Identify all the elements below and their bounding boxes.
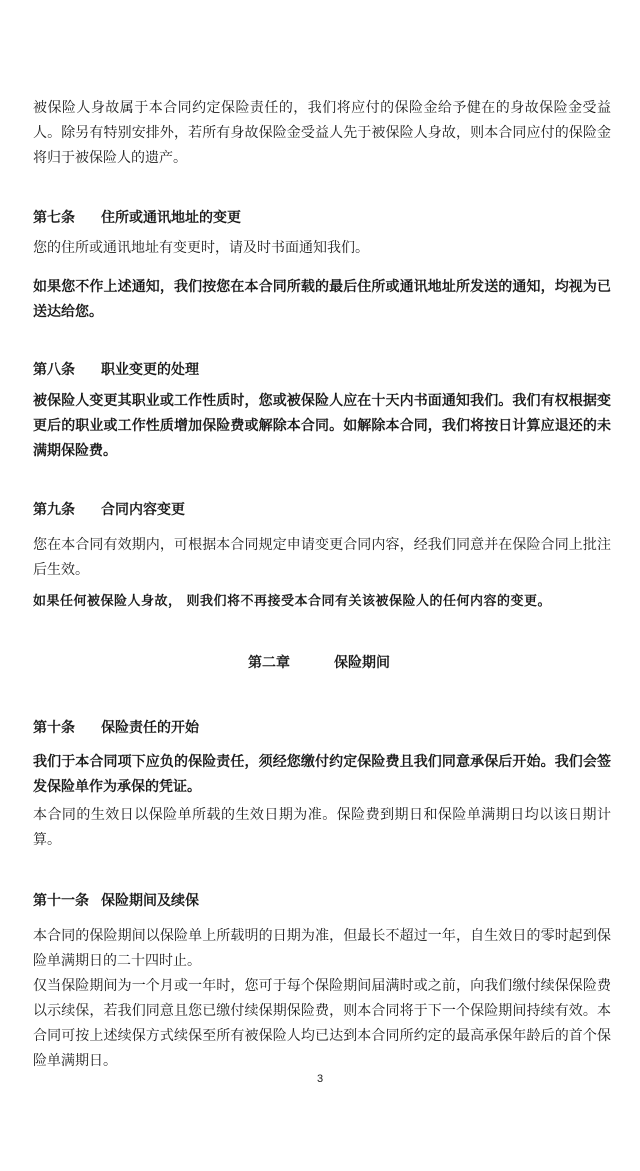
article-9-paragraph-2: 如果任何被保险人身故， 则我们将不再接受本合同有关该被保险人的任何内容的变更。	[33, 594, 552, 609]
article-7-paragraph-1: 您的住所或通讯地址有变更时，请及时书面通知我们。	[33, 240, 369, 256]
chapter-2-number: 第二章	[248, 655, 290, 671]
page-number: 3	[316, 1073, 324, 1085]
article-8-number: 第八条	[33, 362, 75, 378]
article-7-number: 第七条	[33, 210, 75, 226]
article-10-paragraph-1: 我们于本合同项下应负的保险责任，须经您缴付约定保险费且我们同意承保后开始。我们会签发保险单作为承保的凭证。	[33, 754, 611, 795]
article-8-heading	[33, 360, 199, 380]
article-9-paragraph-1: 您在本合同有效期内，可根据本合同规定申请变更合同内容，经我们同意并在保险合同上批注后生效。	[33, 537, 611, 578]
article-9-heading	[33, 500, 185, 520]
article-10-title: 保险责任的开始	[101, 720, 199, 736]
intro-paragraph: 被保险人身故属于本合同约定保险责任的，我们将应付的保险金给予健在的身故保险金受益人。除另有特别安排外，若所有身故保险金受益人先于被保险人身故，则本合同应付的保险金将归于被保险人的遗产。	[33, 100, 611, 166]
article-9-number: 第九条	[33, 502, 75, 518]
article-11-title: 保险期间及续保	[101, 893, 199, 909]
article-10-heading	[33, 718, 199, 738]
chapter-2-title: 保险期间	[334, 655, 390, 671]
article-11-paragraph-1: 本合同的保险期间以保险单上所载明的日期为准，但最长不超过一年，自生效日的零时起到保险单满期日的二十四时止。	[33, 928, 611, 969]
chapter-2-heading	[248, 653, 390, 673]
article-8-paragraph-1: 被保险人变更其职业或工作性质时，您或被保险人应在十天内书面通知我们。我们有权根据变更后的职业或工作性质增加保险费或解除本合同。如解除本合同，我们将按日计算应退还的未满期保险费。	[33, 393, 611, 459]
article-11-heading	[33, 891, 199, 911]
article-11-paragraph-2: 仅当保险期间为一个月或一年时，您可于每个保险期间届满时或之前，向我们缴付续保保险费以示续保，若我们同意且您已缴付续保期保险费，则本合同将于下一个保险期间持续有效。本合同可按上述续保方式续保至所有被保险人均已达到本合同所约定的最高承保年龄后的首个保险单满期日。	[33, 978, 611, 1069]
article-10-paragraph-2: 本合同的生效日以保险单所载的生效日期为准。保险费到期日和保险单满期日均以该日期计算。	[33, 807, 611, 848]
article-9-title: 合同内容变更	[101, 502, 185, 518]
article-7-paragraph-2: 如果您不作上述通知，我们按您在本合同所载的最后住所或通讯地址所发送的通知，均视为已送达给您。	[33, 279, 611, 320]
article-10-number: 第十条	[33, 720, 75, 736]
article-8-title: 职业变更的处理	[101, 362, 199, 378]
article-11-number: 第十一条	[33, 893, 89, 909]
article-7-title: 住所或通讯地址的变更	[101, 210, 241, 226]
article-7-heading	[33, 208, 241, 228]
